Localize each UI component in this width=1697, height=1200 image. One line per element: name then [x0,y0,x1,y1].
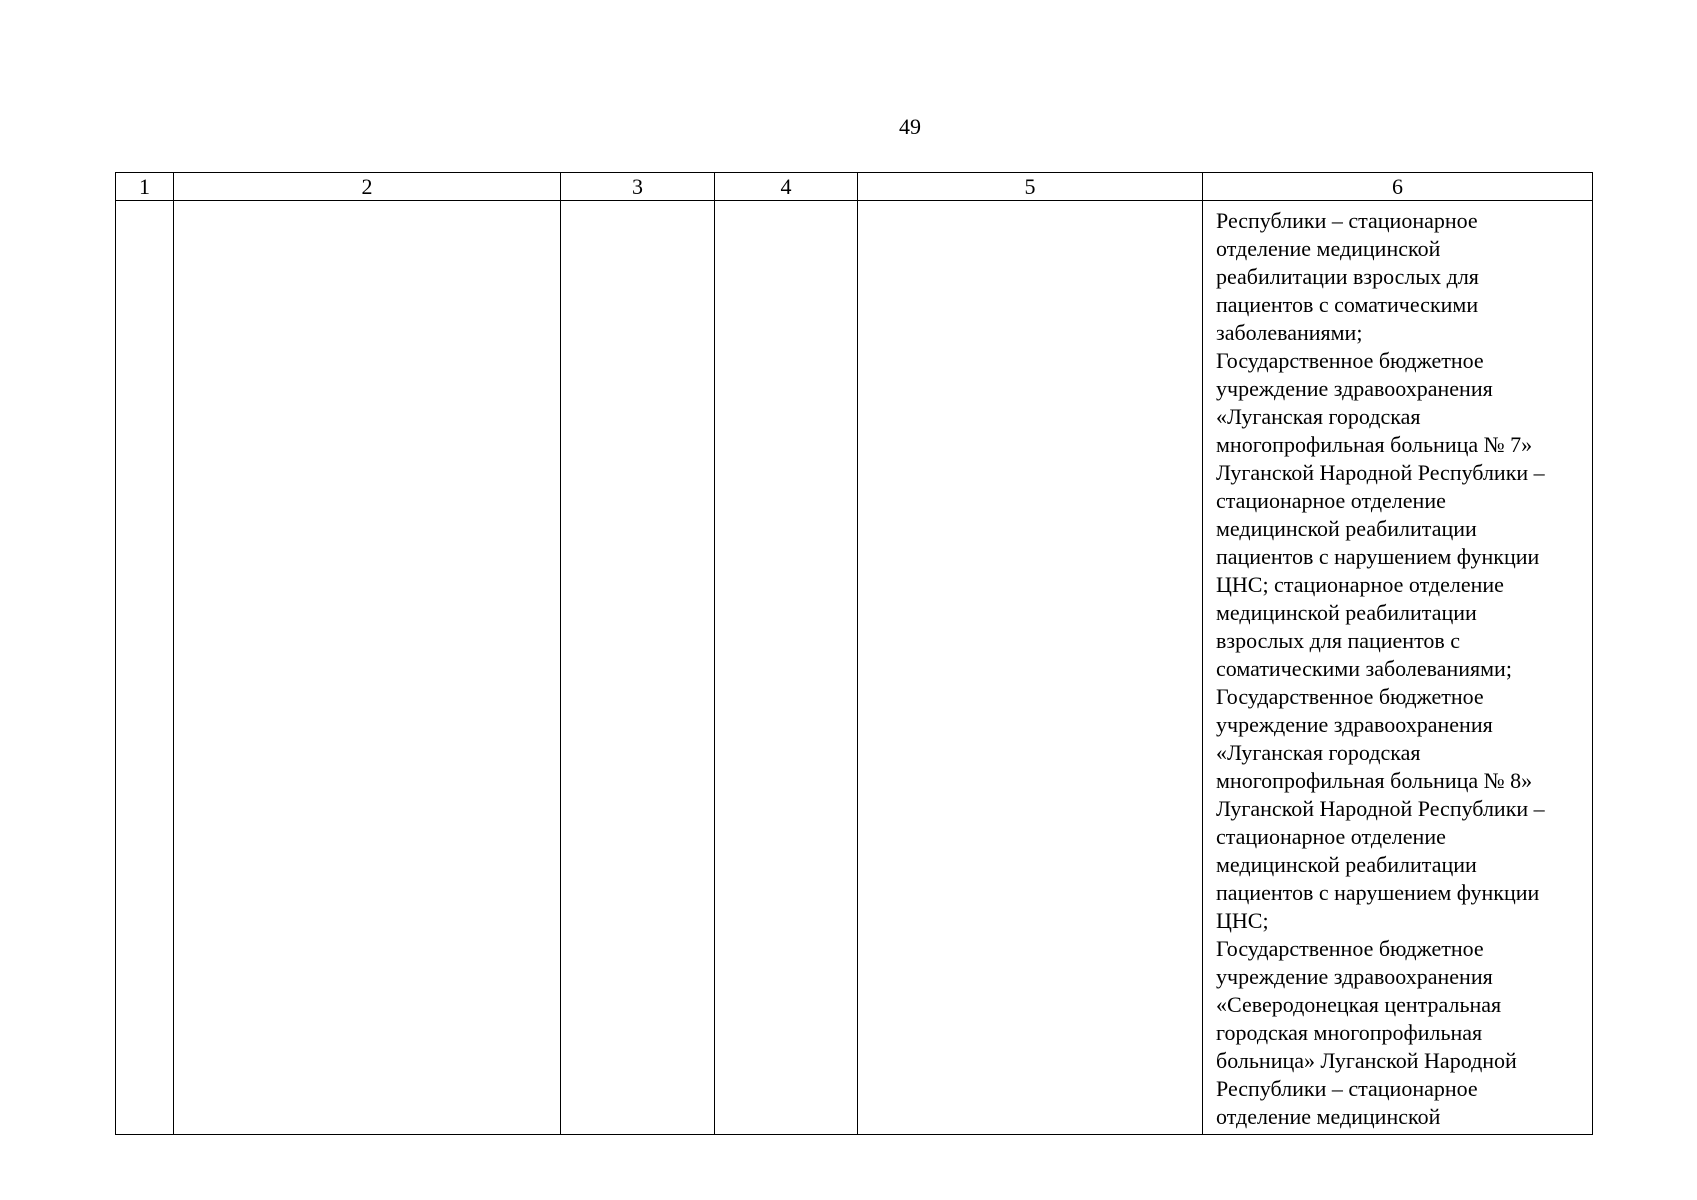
column-header-1: 1 [116,173,174,201]
table-row [116,201,1593,1135]
cell-col-5 [858,201,1203,1135]
column-header-3: 3 [561,173,715,201]
cell-col-1 [116,201,174,1135]
cell-col-2 [174,201,561,1135]
institutions-text: Республики – стационарное отделение медицинской реабилитации взрослых для пациентов с соматическими заболеваниями; Государственное бюджетное учреждение здравоохранения «Луганская городская многопрофильная больница № 7» Луганской Народной Республики – стационарное отделение медицинской реабилитации пациентов с нарушением функции ЦНС; стационарное отделение медицинской реабилитации взрослых для пациентов с соматическими заболеваниями; Государственное бюджетное учреждение здравоохранения «Луганская городская многопрофильная больница № 8» Луганской Народной Республики – стационарное отделение медицинской реабилитации пациентов с нарушением функции ЦНС; Государственное бюджетное учреждение здравоохранения «Северодонецкая центральная городская многопрофильная больница» Луганской Народной Республики – стационарное отделение медицинской [1216,208,1545,1129]
column-header-6: 6 [1203,173,1593,201]
cell-col-4 [715,201,858,1135]
column-header-4: 4 [715,173,858,201]
table-header-row [116,173,1593,201]
page-number: 49 [899,114,921,139]
document-table [115,172,1593,1135]
cell-col-6 [1203,201,1593,1135]
cell-col-3 [561,201,715,1135]
column-header-5: 5 [858,173,1203,201]
column-header-2: 2 [174,173,561,201]
